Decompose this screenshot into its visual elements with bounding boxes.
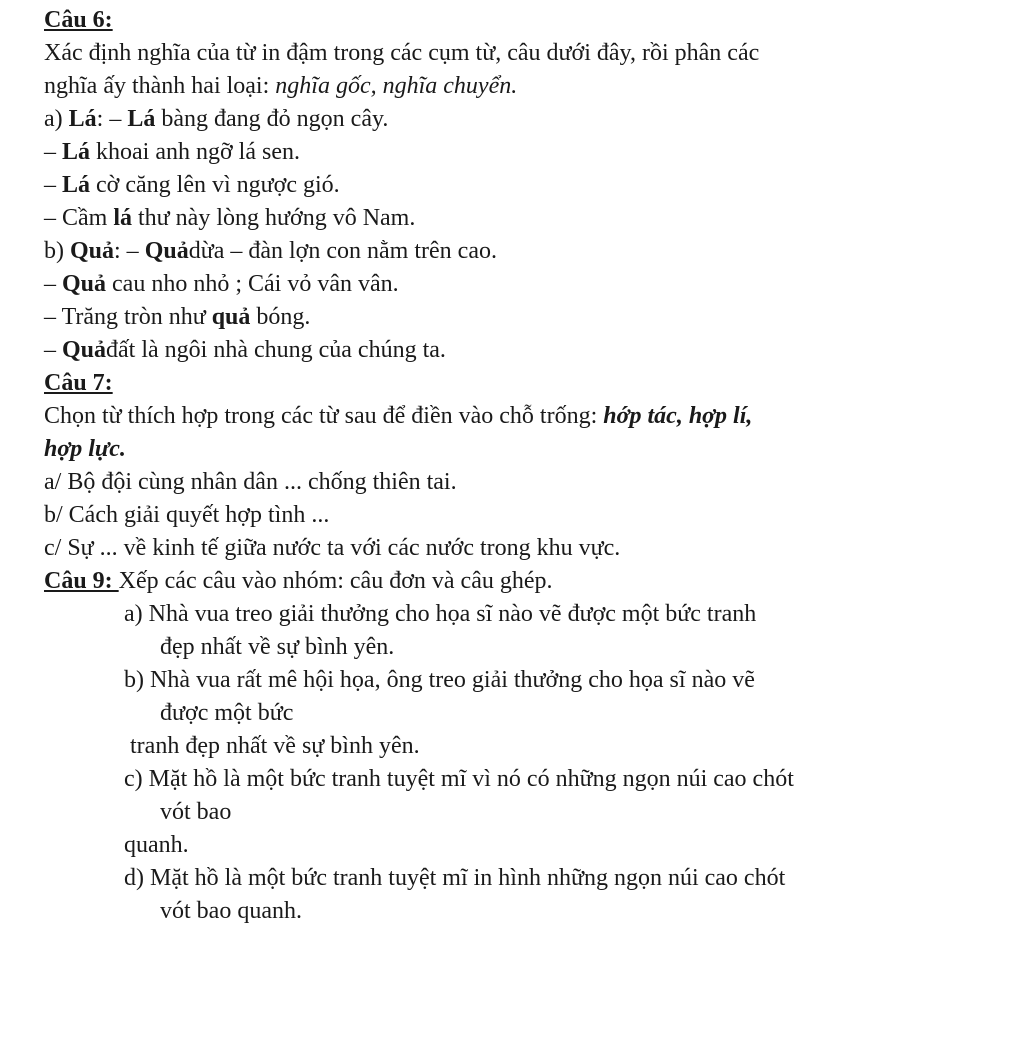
q6-a-rest: bàng đang đỏ ngọn cây.: [155, 106, 389, 132]
q6-b3-prefix: – Trăng tròn như: [44, 304, 212, 330]
q6-b-prefix: b): [44, 238, 70, 264]
q6-a2-rest: khoai anh ngỡ lá sen.: [90, 139, 300, 165]
document-page: [44, 4, 984, 928]
q6-item-b-4: [44, 334, 984, 367]
q7-intro-line-1: [44, 400, 984, 433]
q6-item-a-3: [44, 169, 984, 202]
q6-item-a-1: [44, 103, 984, 136]
q6-intro-line-1: Xác định nghĩa của từ in đậm trong các cụm từ, câu dưới đây, rồi phân các: [44, 40, 760, 66]
q6-intro-line-2: [44, 70, 984, 103]
q6-item-b-3: [44, 301, 984, 334]
q6-b2-word: Quả: [62, 271, 107, 297]
q9-item-c-3: quanh.: [124, 832, 189, 858]
q6-a2-word: Lá: [62, 139, 91, 165]
q9-intro: Xếp các câu vào nhóm: câu đơn và câu ghép.: [118, 568, 553, 594]
q6-item-a-4: [44, 202, 984, 235]
q7-intro-text: Chọn từ thích hợp trong các từ sau để điền vào chỗ trống:: [44, 403, 604, 429]
q7-title: Câu 7:: [44, 370, 113, 396]
q9-item-b-1: b) Nhà vua rất mê hội họa, ông treo giải thưởng cho họa sĩ nào vẽ: [124, 667, 755, 693]
q6-a3-word: Lá: [62, 172, 91, 198]
q6-title: Câu 6:: [44, 7, 113, 33]
q7-item-b: b/ Cách giải quyết hợp tình ...: [44, 502, 330, 528]
q9-item-c-1: c) Mặt hồ là một bức tranh tuyệt mĩ vì nó có những ngọn núi cao chót: [124, 766, 794, 792]
q9-item-b-2: được một bức: [160, 700, 294, 726]
q6-a-prefix: a): [44, 106, 69, 132]
q9-item-b-3: tranh đẹp nhất về sự bình yên.: [130, 733, 420, 759]
q7-intro-line-2: hợp lực.: [44, 436, 126, 462]
q6-item-b-1: [44, 235, 984, 268]
q9-title-line: [44, 565, 984, 598]
q6-b2-prefix: –: [44, 271, 62, 297]
q6-item-a-2: [44, 136, 984, 169]
q6-b2-rest: cau nho nhỏ ; Cái vỏ vân vân.: [106, 271, 399, 297]
q7-item-c: c/ Sự ... về kinh tế giữa nước ta với các nước trong khu vực.: [44, 535, 621, 561]
q9-item-c-2: vót bao: [160, 799, 232, 825]
q6-a-word: Lá: [68, 106, 97, 132]
q9-item-d-1: d) Mặt hồ là một bức tranh tuyệt mĩ in hình những ngọn núi cao chót: [124, 865, 786, 891]
q6-b4-prefix: –: [44, 337, 62, 363]
q6-b3-word: quả: [211, 304, 251, 330]
q9-item-a-1: a) Nhà vua treo giải thưởng cho họa sĩ nào vẽ được một bức tranh: [124, 601, 757, 627]
q6-a-word2: Lá: [127, 106, 156, 132]
q6-a-sep: : –: [96, 106, 128, 132]
q6-b-rest: dừa – đàn lợn con nằm trên cao.: [188, 238, 497, 264]
q6-a4-prefix: – Cầm: [44, 205, 114, 231]
q7-item-a: a/ Bộ đội cùng nhân dân ... chống thiên tai.: [44, 469, 457, 495]
q7-intro-words: hớp tác, hợp lí,: [603, 403, 753, 429]
q6-b-word: Quả: [70, 238, 115, 264]
q6-b-sep: : –: [114, 238, 145, 264]
q6-intro-italic: nghĩa gốc, nghĩa chuyển.: [275, 73, 518, 99]
q6-item-b-2: [44, 268, 984, 301]
q6-a2-prefix: –: [44, 139, 62, 165]
q6-intro-text: nghĩa ấy thành hai loại:: [44, 73, 276, 99]
q6-b-word2: Quả: [144, 238, 189, 264]
q6-a4-word: lá: [113, 205, 132, 231]
q6-b4-word: Quả: [62, 337, 107, 363]
q6-a3-rest: cờ căng lên vì ngược gió.: [90, 172, 340, 198]
q6-b4-rest: đất là ngôi nhà chung của chúng ta.: [106, 337, 446, 363]
q6-a4-rest: thư này lòng hướng vô Nam.: [132, 205, 416, 231]
q9-item-d-2: vót bao quanh.: [160, 898, 302, 924]
q9-item-a-2: đẹp nhất về sự bình yên.: [160, 634, 395, 660]
q6-a3-prefix: –: [44, 172, 62, 198]
q9-title: Câu 9:: [44, 568, 119, 594]
q6-b3-rest: bóng.: [250, 304, 311, 330]
